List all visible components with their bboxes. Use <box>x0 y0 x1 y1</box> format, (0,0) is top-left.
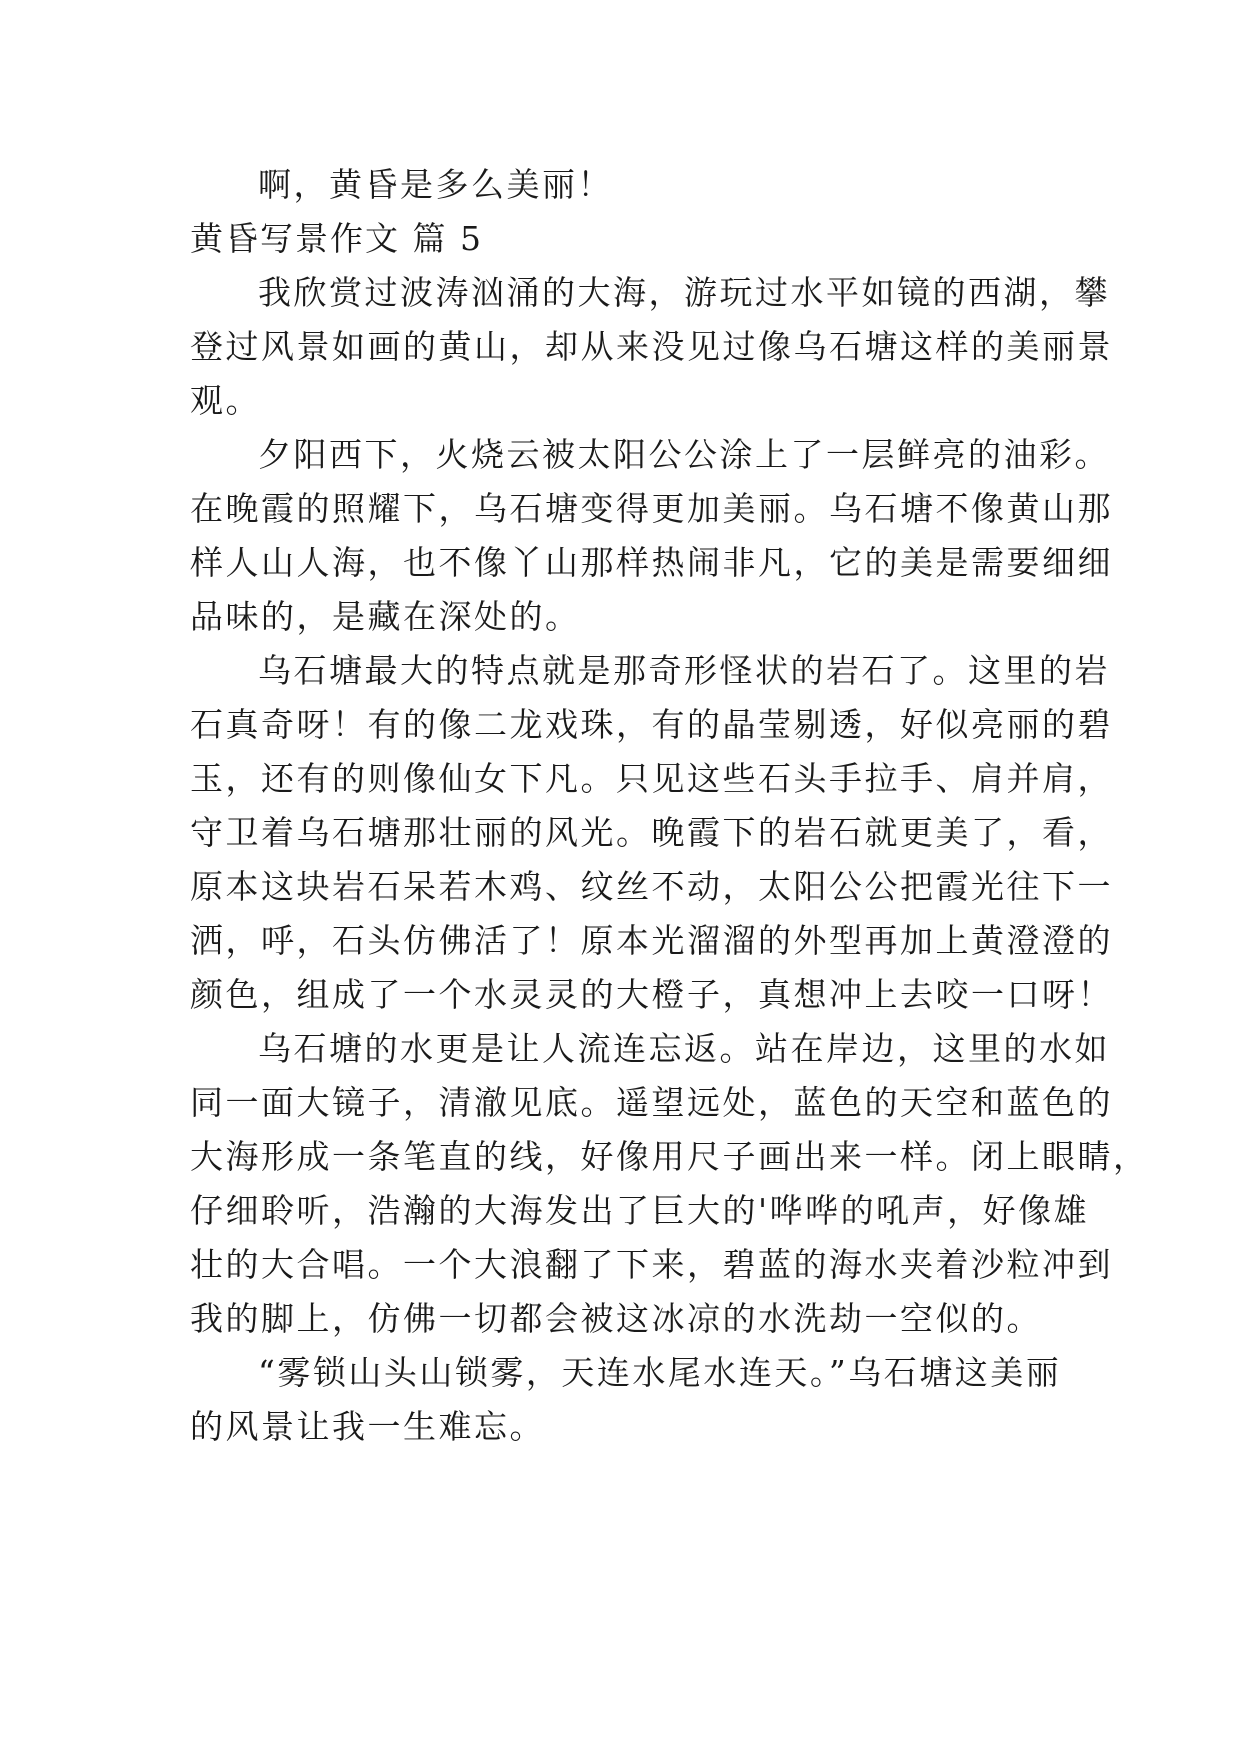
paragraph-line: 大海形成一条笔直的线，好像用尺子画出来一样。闭上眼睛， <box>190 1137 1149 1176</box>
closing-line: 啊，黄昏是多么美丽！ <box>258 165 613 204</box>
paragraph-line: 石真奇呀！有的像二龙戏珠，有的晶莹剔透，好似亮丽的碧 <box>190 705 1113 744</box>
paragraph-line: 洒，呼，石头仿佛活了！原本光溜溜的外型再加上黄澄澄的 <box>190 921 1113 960</box>
paragraph-line: 乌石塘最大的特点就是那奇形怪状的岩石了。这里的岩 <box>258 651 1110 690</box>
paragraph-5 <box>190 1346 1062 1454</box>
paragraph-line: 我的脚上，仿佛一切都会被这冰凉的水洗劫一空似的。 <box>190 1299 1042 1338</box>
paragraph-line: 夕阳西下，火烧云被太阳公公涂上了一层鲜亮的油彩。 <box>258 435 1110 474</box>
paragraph-line: 同一面大镜子，清澈见底。遥望远处，蓝色的天空和蓝色的 <box>190 1083 1113 1122</box>
paragraph-line: 原本这块岩石呆若木鸡、纹丝不动，太阳公公把霞光往下一 <box>190 867 1113 906</box>
paragraph-line: 玉，还有的则像仙女下凡。只见这些石头手拉手、肩并肩， <box>190 759 1113 798</box>
paragraph-4 <box>190 1022 1149 1346</box>
section-title: 黄昏写景作文 篇 5 <box>190 219 483 258</box>
paragraph-3 <box>190 644 1113 1022</box>
paragraph-line: 观。 <box>190 381 261 420</box>
paragraph-line: 的风景让我一生难忘。 <box>190 1407 545 1446</box>
paragraph-line: “雾锁山头山锁雾，天连水尾水连天。”乌石塘这美丽 <box>258 1353 1062 1392</box>
paragraph-1 <box>190 266 1113 428</box>
document-body <box>190 158 1149 1454</box>
paragraph-line: 乌石塘的水更是让人流连忘返。站在岸边，这里的水如 <box>258 1029 1110 1068</box>
paragraph-line: 颜色，组成了一个水灵灵的大橙子，真想冲上去咬一口呀！ <box>190 975 1113 1014</box>
paragraph-line: 登过风景如画的黄山，却从来没见过像乌石塘这样的美丽景 <box>190 327 1113 366</box>
paragraph-line: 品味的，是藏在深处的。 <box>190 597 581 636</box>
paragraph-line: 守卫着乌石塘那壮丽的风光。晚霞下的岩石就更美了，看， <box>190 813 1113 852</box>
paragraph-line: 壮的大合唱。一个大浪翻了下来，碧蓝的海水夹着沙粒冲到 <box>190 1245 1113 1284</box>
paragraph-line: 样人山人海，也不像丫山那样热闹非凡，它的美是需要细细 <box>190 543 1113 582</box>
paragraph-line: 仔细聆听，浩瀚的大海发出了巨大的'哗哗的吼声，好像雄 <box>190 1191 1090 1230</box>
paragraph-line: 在晚霞的照耀下，乌石塘变得更加美丽。乌石塘不像黄山那 <box>190 489 1113 528</box>
paragraph-line: 我欣赏过波涛汹涌的大海，游玩过水平如镜的西湖，攀 <box>258 273 1110 312</box>
paragraph-2 <box>190 428 1113 644</box>
